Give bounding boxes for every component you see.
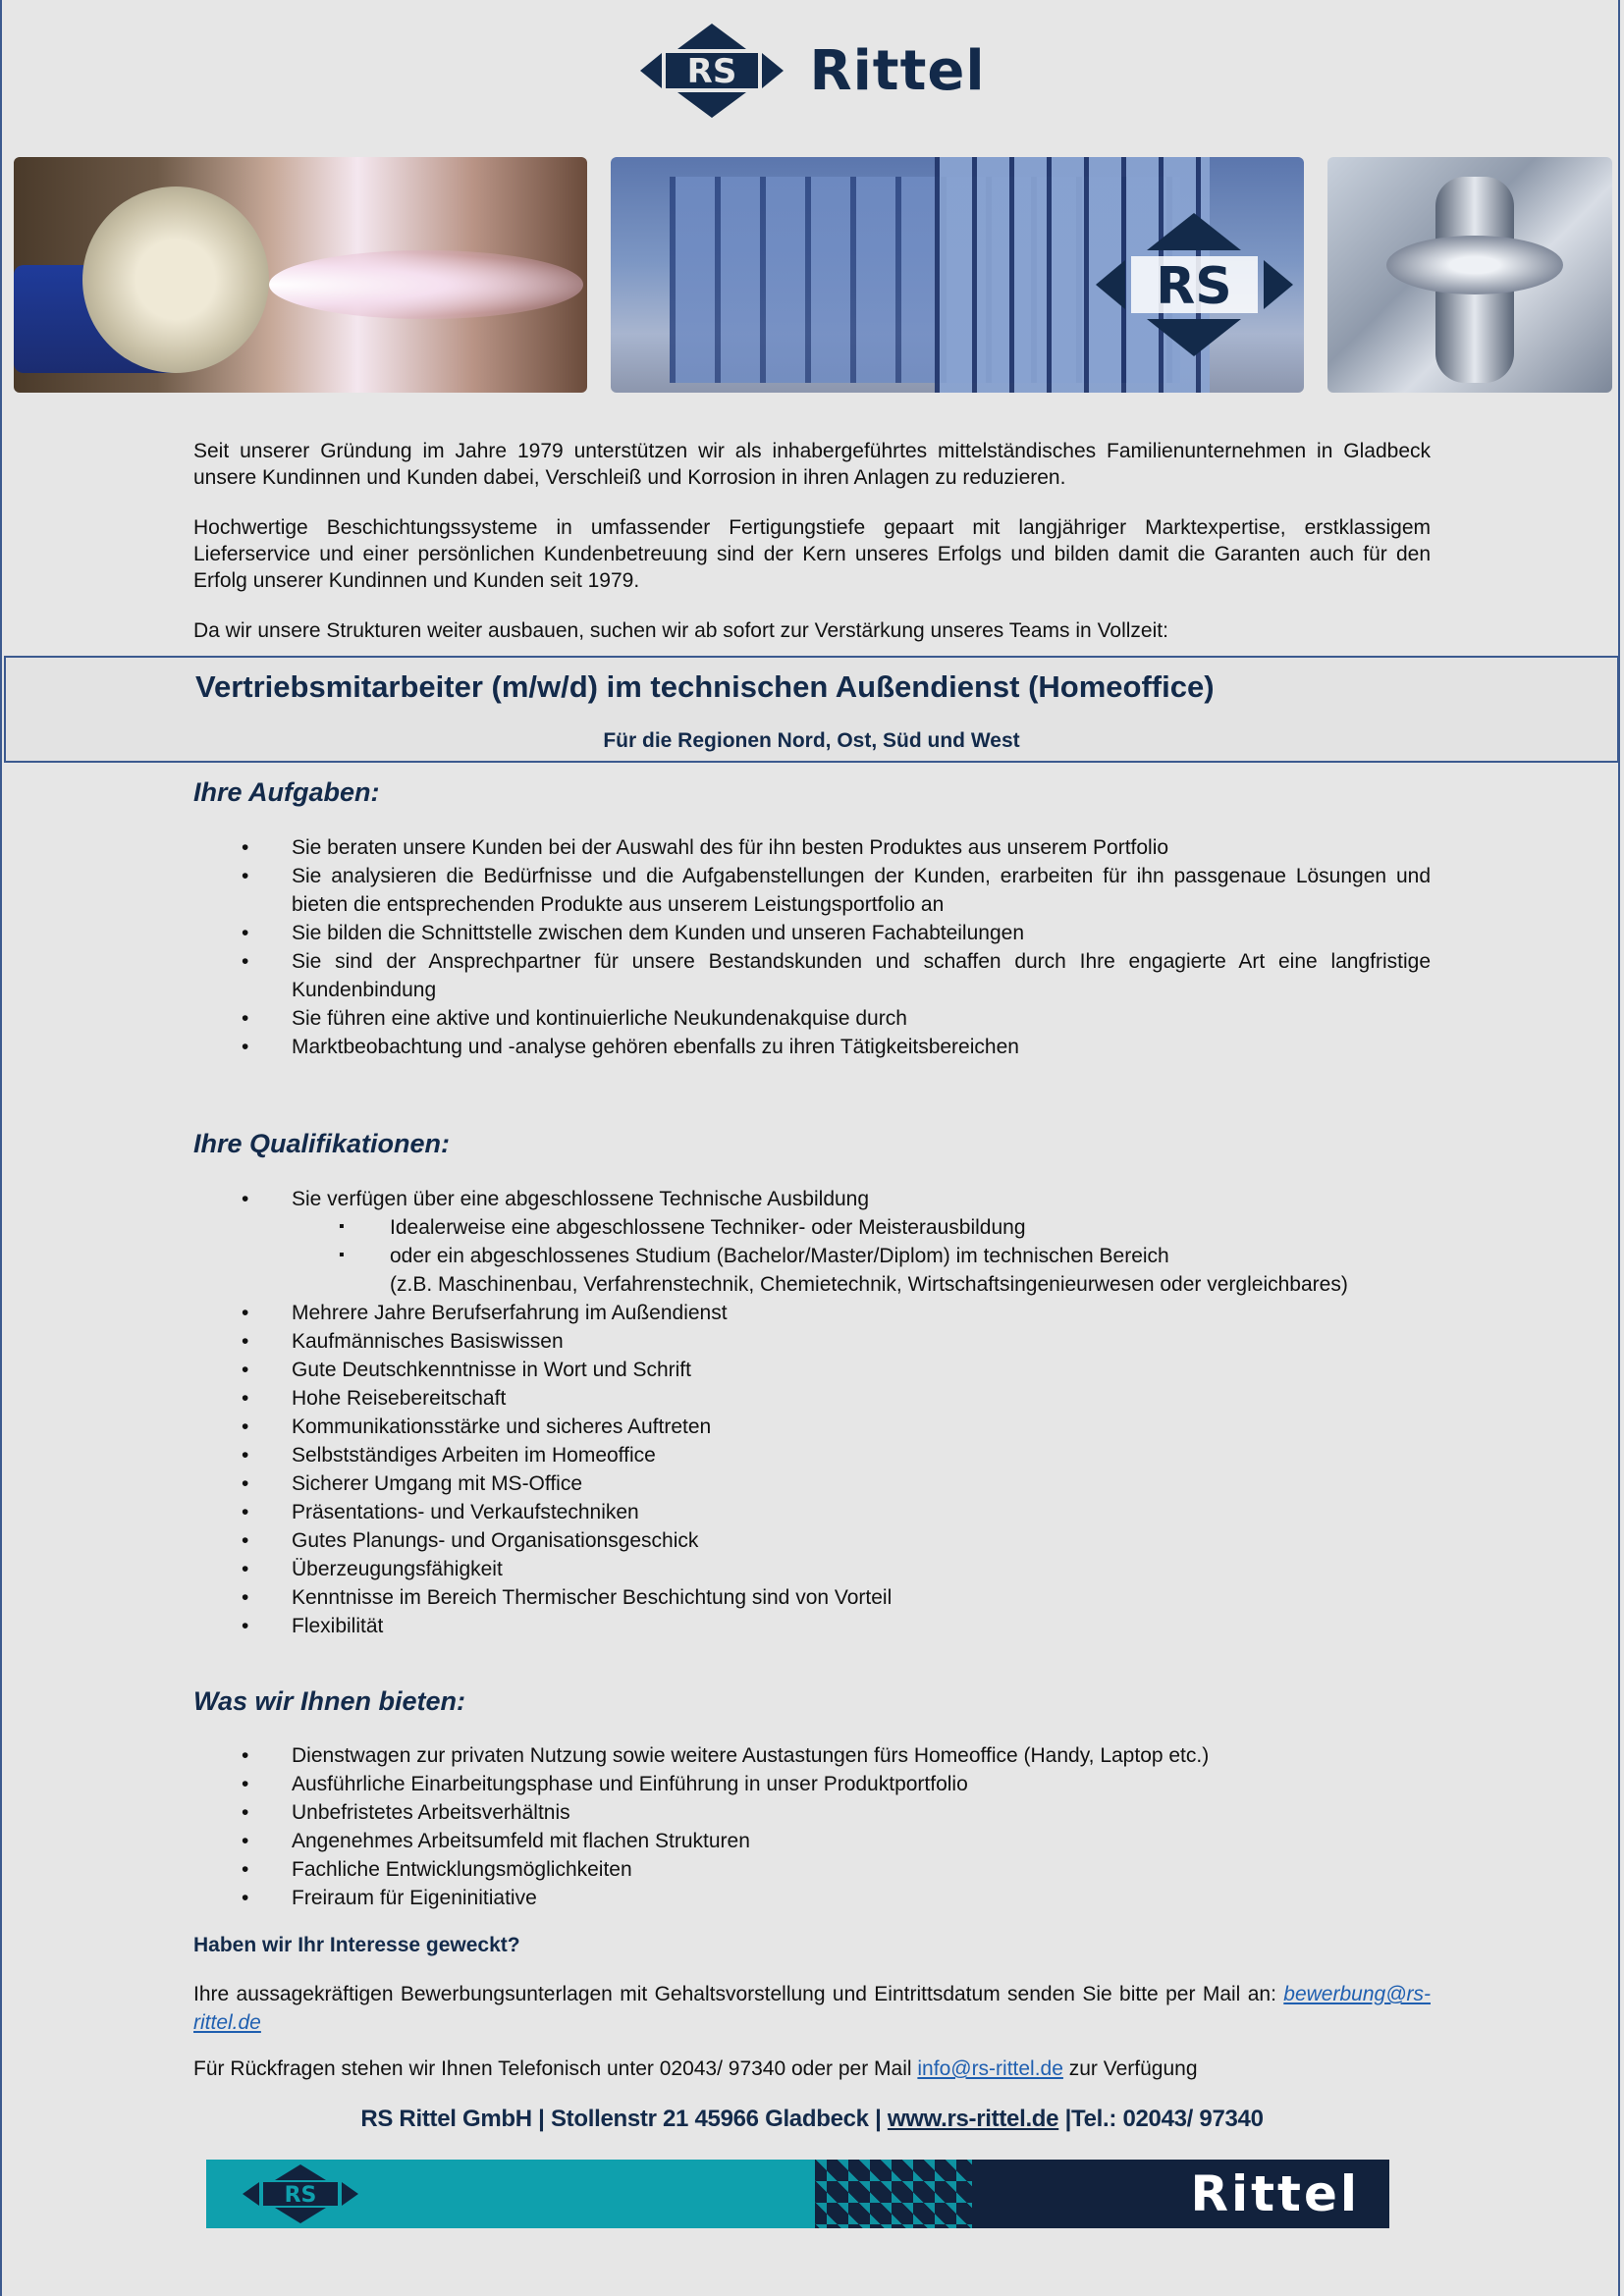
list-item: • Flexibilität [193,1612,1431,1640]
list-item [193,1185,1431,1299]
application-email-link[interactable]: bewerbung@rs-rittel.de [193,1983,1431,2034]
company-wordmark: Rittel [809,38,986,103]
job-title: Vertriebsmitarbeiter (m/w/d) im technischen Außendienst (Homeoffice) [195,669,1215,704]
website-link[interactable]: www.rs-rittel.de [887,2106,1059,2132]
building-rs-logo-icon [1094,211,1295,358]
banner-image-machinery [1327,157,1612,393]
intro-paragraph-3: Da wir unsere Strukturen weiter ausbauen, suchen wir ab sofort zur Verstärkung unseres Teams in Vollzeit: [193,619,1168,642]
list-item: • Sie sind der Ansprechpartner für unsere Bestandskunden und schaffen durch Ihre engagierte Art eine langfristige Kundenbindung [193,947,1431,1004]
banner-image-thermal-spray [14,157,587,393]
interest-heading: Haben wir Ihr Interesse geweckt? [193,1934,520,1956]
intro-paragraph-2: Hochwertige Beschichtungssysteme in umfassender Fertigungstiefe gepaart mit langjähriger Marktexpertise, erstklassigem Lieferservice und einer persönlichen Kundenbetreuung sind der Kern unseres Erfolgs und bilden damit die Garanten auch für den Erfolg unserer Kundinnen und Kunden seit 1979. [193,516,1431,592]
list-item: • Gute Deutschkenntnisse in Wort und Schrift [193,1356,1431,1384]
education-examples: (z.B. Maschinenbau, Verfahrenstechnik, Chemietechnik, Wirtschaftsingenieurwesen oder vergleichbares) [390,1273,1348,1296]
list-item: • Selbstständiges Arbeiten im Homeoffice [193,1441,1431,1469]
sub-list-item: ▪ Idealerweise eine abgeschlossene Techniker- oder Meisterausbildung [292,1213,1431,1242]
list-item: • Gutes Planungs- und Organisationsgeschick [193,1526,1431,1555]
application-instructions [193,1980,1431,2037]
list-item: • Sicherer Umgang mit MS-Office [193,1469,1431,1498]
list-item: • Fachliche Entwicklungsmöglichkeiten [193,1855,1431,1884]
questions-text: Für Rückfragen stehen wir Ihnen Telefonisch unter 02043/ 97340 oder per Mail [193,2057,918,2080]
list-item: • Sie bilden die Schnittstelle zwischen dem Kunden und unseren Fachabteilungen [193,919,1431,947]
list-item: • Sie analysieren die Bedürfnisse und die Aufgabenstellungen der Kunden, erarbeiten für ihn passgenaue Lösungen und bieten die entsprechenden Produkte aus unserem Leistungsportfolio an [193,862,1431,919]
tasks-list [193,833,1431,1061]
banner-image-building [611,157,1304,393]
apply-text: Ihre aussagekräftigen Bewerbungsunterlagen mit Gehaltsvorstellung und Eintrittsdatum senden Sie bitte per Mail an: [193,1983,1276,2005]
tasks-heading: Ihre Aufgaben: [193,777,380,807]
list-item: • Kaufmännisches Basiswissen [193,1327,1431,1356]
list-item: • Ausführliche Einarbeitungsphase und Einführung in unser Produktportfolio [193,1770,1431,1798]
rs-logo-icon [638,22,785,120]
list-item: • Freiraum für Eigeninitiative [193,1884,1431,1912]
building-logo-text: RS [1156,257,1232,316]
footer-address [0,2106,1624,2133]
footer-company: RS Rittel GmbH | Stollenstr 21 45966 Gladbeck | [360,2106,888,2132]
header-banner [0,147,1624,402]
qualification-education: Sie verfügen über eine abgeschlossene Technische Ausbildung [292,1188,870,1210]
footer-wordmark: Rittel [1190,2165,1360,2222]
questions-text-end: zur Verfügung [1062,2057,1198,2080]
list-item: • Sie führen eine aktive und kontinuierliche Neukundenakquise durch [193,1004,1431,1033]
list-item: • Überzeugungsfähigkeit [193,1555,1431,1583]
list-item: • Unbefristetes Arbeitsverhältnis [193,1798,1431,1827]
education-sublist [292,1213,1431,1270]
footer-logo-text: RS [284,2183,317,2208]
list-item: • Hohe Reisebereitschaft [193,1384,1431,1413]
list-item: • Kommunikationsstärke und sicheres Auftreten [193,1413,1431,1441]
list-item: • Angenehmes Arbeitsumfeld mit flachen Strukturen [193,1827,1431,1855]
intro-paragraph-1: Seit unserer Gründung im Jahre 1979 unterstützen wir als inhabergeführtes mittelständisches Familienunternehmen in Gladbeck unsere Kundinnen und Kunden dabei, Verschleiß und Korrosion in ihren Anlagen zu reduzieren. [193,440,1431,489]
header-logo [0,22,1624,120]
list-item: • Dienstwagen zur privaten Nutzung sowie weitere Austastungen fürs Homeoffice (Handy, Laptop etc.) [193,1741,1431,1770]
footer-rs-logo-icon [242,2163,359,2224]
list-item: • Mehrere Jahre Berufserfahrung im Außendienst [193,1299,1431,1327]
job-regions: Für die Regionen Nord, Ost, Süd und West [603,729,1020,752]
footer-phone: |Tel.: 02043/ 97340 [1058,2106,1264,2132]
sub-list-item: ▪ oder ein abgeschlossenes Studium (Bachelor/Master/Diplom) im technischen Bereich [292,1242,1431,1270]
offer-list [193,1741,1431,1912]
list-item: • Kenntnisse im Bereich Thermischer Beschichtung sind von Vorteil [193,1583,1431,1612]
qualifications-heading: Ihre Qualifikationen: [193,1129,451,1158]
list-item: • Sie beraten unsere Kunden bei der Auswahl des für ihn besten Produktes aus unserem Portfolio [193,833,1431,862]
rs-logo-text: RS [687,52,737,91]
offer-heading: Was wir Ihnen bieten: [193,1686,466,1716]
list-item: • Präsentations- und Verkaufstechniken [193,1498,1431,1526]
job-title-box [4,656,1619,763]
questions-line [193,2057,1198,2081]
footer-banner [206,2160,1389,2228]
list-item: • Marktbeobachtung und -analyse gehören ebenfalls zu ihren Tätigkeitsbereichen [193,1033,1431,1061]
info-email-link[interactable]: info@rs-rittel.de [917,2057,1063,2080]
qualifications-list [193,1185,1431,1640]
